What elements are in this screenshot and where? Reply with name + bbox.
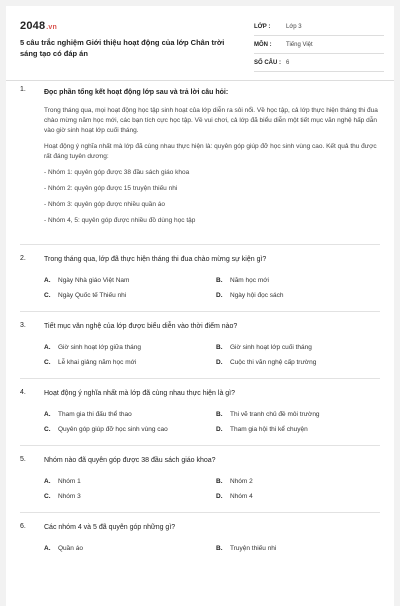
divider <box>20 244 380 245</box>
option-a[interactable] <box>44 478 216 485</box>
divider <box>20 445 380 446</box>
option-letter: A. <box>44 411 51 418</box>
divider <box>20 378 380 379</box>
question-text: Tiết mục văn nghệ của lớp được biểu diễn vào thời điểm nào? <box>44 323 238 330</box>
question-6 <box>6 523 394 552</box>
option-text: Ngày Nhà giáo Việt Nam <box>58 277 130 284</box>
option-text: Thi vẽ tranh chủ đề môi trường <box>230 411 320 418</box>
option-text: Tham gia thi đấu thể thao <box>58 411 132 418</box>
question-number: 5. <box>20 456 26 463</box>
option-b[interactable] <box>216 344 388 351</box>
option-letter: D. <box>216 292 223 299</box>
meta-value: 6 <box>286 59 290 66</box>
meta-key: LỚP : <box>254 23 271 30</box>
logo-text: 2048 <box>20 20 46 32</box>
option-a[interactable] <box>44 277 216 284</box>
option-d[interactable] <box>216 359 388 366</box>
answer-options <box>44 411 378 433</box>
meta-value: Tiếng Việt <box>286 41 313 48</box>
option-text: Nhóm 3 <box>58 493 81 500</box>
option-text: Nhóm 4 <box>230 493 253 500</box>
option-letter: D. <box>216 426 223 433</box>
option-letter: B. <box>216 411 223 418</box>
option-d[interactable] <box>216 426 388 433</box>
option-letter: B. <box>216 545 223 552</box>
document-title: 5 câu trắc nghiệm Giới thiệu hoạt động của lớp Chân trời sáng tạo có đáp án <box>20 38 225 58</box>
question-text: Các nhóm 4 và 5 đã quyên góp những gì? <box>44 524 176 531</box>
option-letter: C. <box>44 493 51 500</box>
option-letter: A. <box>44 545 51 552</box>
option-a[interactable] <box>44 545 216 552</box>
option-text: Truyện thiếu nhi <box>230 545 277 552</box>
option-c[interactable] <box>44 426 216 433</box>
option-letter: A. <box>44 478 51 485</box>
option-a[interactable] <box>44 411 216 418</box>
passage-paragraph: Trong tháng qua, mọi hoạt động học tập sinh hoạt của lớp diễn ra sôi nổi. Về học tập, cả lớp thực hiện tháng thi đua chào mừng năm học mới, các bạn tích cực học tập. Về vui chơi, cả lớp đã biểu diễn một tiết mục văn nghệ hấp dẫn vào giờ sinh hoạt lớp cuối tháng. <box>44 107 378 134</box>
question-text: Hoạt động ý nghĩa nhất mà lớp đã cùng nhau thực hiện là gì? <box>44 390 236 397</box>
option-letter: A. <box>44 277 51 284</box>
option-b[interactable] <box>216 277 388 284</box>
option-text: Quyên góp giúp đỡ học sinh vùng cao <box>58 426 168 433</box>
question-text: Trong tháng qua, lớp đã thực hiện tháng thi đua chào mừng sự kiện gì? <box>44 256 267 263</box>
meta-row-count <box>254 54 384 72</box>
question-text: Đọc phần tổng kết hoạt động lớp sau và trả lời câu hỏi: <box>44 89 229 96</box>
question-2 <box>6 255 394 299</box>
question-number: 4. <box>20 389 26 396</box>
option-letter: D. <box>216 493 223 500</box>
passage-list-item: - Nhóm 1: quyên góp được 38 đầu sách giáo khoa <box>44 169 190 176</box>
meta-key: SỐ CÂU : <box>254 59 281 66</box>
option-text: Cuộc thi văn nghệ cấp trường <box>230 359 317 366</box>
option-c[interactable] <box>44 292 216 299</box>
option-text: Ngày hội đọc sách <box>230 292 284 299</box>
answer-options <box>44 545 378 552</box>
option-letter: A. <box>44 344 51 351</box>
option-letter: C. <box>44 292 51 299</box>
passage-paragraph: Hoạt động ý nghĩa nhất mà lớp đã cùng nhau thực hiện là: quyên góp giúp đỡ học sinh vùng cao. Kết quả thu được rất đáng tuyên dương: <box>44 143 377 160</box>
document-meta <box>254 18 384 72</box>
answer-options <box>44 344 378 366</box>
option-b[interactable] <box>216 478 388 485</box>
option-letter: C. <box>44 359 51 366</box>
divider <box>20 512 380 513</box>
question-3 <box>6 322 394 366</box>
option-text: Quần áo <box>58 545 83 552</box>
site-logo[interactable] <box>20 20 57 32</box>
meta-row-class <box>254 18 384 36</box>
question-number: 1. <box>20 86 26 93</box>
option-text: Nhóm 1 <box>58 478 81 485</box>
option-c[interactable] <box>44 493 216 500</box>
option-a[interactable] <box>44 344 216 351</box>
option-letter: B. <box>216 277 223 284</box>
option-text: Tham gia hội thi kể chuyện <box>230 426 308 433</box>
option-letter: B. <box>216 478 223 485</box>
question-1 <box>6 86 394 226</box>
meta-row-subject <box>254 36 384 54</box>
question-5 <box>6 456 394 500</box>
option-text: Giờ sinh hoạt lớp cuối tháng <box>230 344 312 351</box>
document-header <box>6 6 394 81</box>
question-number: 6. <box>20 523 26 530</box>
divider <box>20 311 380 312</box>
meta-value: Lớp 3 <box>286 23 302 30</box>
passage-list-item: - Nhóm 3: quyên góp được nhiều quần áo <box>44 201 165 208</box>
option-b[interactable] <box>216 545 388 552</box>
option-letter: B. <box>216 344 223 351</box>
question-number: 3. <box>20 322 26 329</box>
option-text: Nhóm 2 <box>230 478 253 485</box>
option-letter: D. <box>216 359 223 366</box>
option-b[interactable] <box>216 411 388 418</box>
logo-suffix: .vn <box>46 24 57 31</box>
option-text: Ngày Quốc tế Thiếu nhi <box>58 292 127 299</box>
answer-options <box>44 277 378 299</box>
option-text: Lễ khai giảng năm học mới <box>58 359 137 366</box>
question-number: 2. <box>20 255 26 262</box>
answer-options <box>44 478 378 500</box>
option-c[interactable] <box>44 359 216 366</box>
passage-list-item: - Nhóm 4, 5: quyên góp được nhiều đồ dùng học tập <box>44 217 196 224</box>
option-text: Năm học mới <box>230 277 269 284</box>
passage-list-item: - Nhóm 2: quyên góp được 15 truyện thiếu nhi <box>44 185 178 192</box>
meta-key: MÔN : <box>254 41 272 48</box>
option-text: Giờ sinh hoạt lớp giữa tháng <box>58 344 141 351</box>
question-list <box>6 86 394 552</box>
document-page <box>6 6 394 606</box>
question-text: Nhóm nào đã quyên góp được 38 đầu sách giáo khoa? <box>44 457 216 464</box>
option-d[interactable] <box>216 493 388 500</box>
option-d[interactable] <box>216 292 388 299</box>
option-letter: C. <box>44 426 51 433</box>
question-4 <box>6 389 394 433</box>
